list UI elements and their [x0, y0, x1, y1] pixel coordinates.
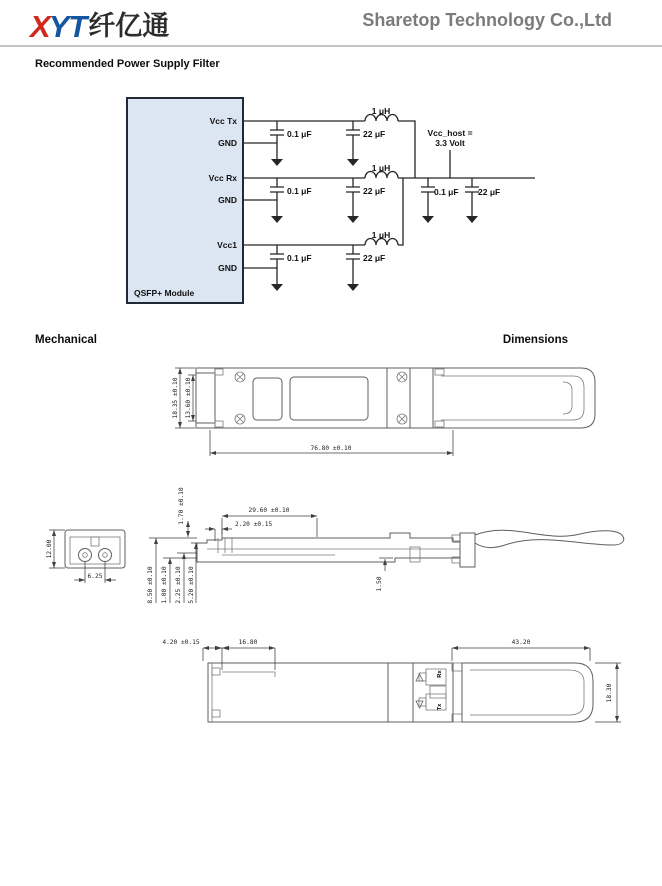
- top-view-dim-lines: [175, 368, 453, 456]
- dim-top-inner-width: 13.60 ±0.10: [185, 377, 192, 419]
- pin-vcc1: Vcc1: [217, 240, 237, 250]
- dim-side-29: 29.60 ±0.10: [248, 507, 290, 514]
- dim-side-8-5: 8.50 ±0.10: [147, 566, 154, 604]
- inductor-label: 1 μH: [371, 230, 391, 240]
- host-cap-label: 0.1 μF: [434, 187, 459, 197]
- side-view-drawing: [35, 485, 645, 625]
- dimensions-title: Dimensions: [502, 334, 568, 346]
- side-view-dim-lines: [149, 516, 393, 603]
- dim-side-5-2: 5.20 ±0.10: [188, 566, 195, 604]
- capacitor: [346, 178, 360, 216]
- cap-label: 22 μF: [363, 253, 386, 263]
- pin-gnd-1: GND: [218, 138, 237, 148]
- dim-top-length: 76.80 ±0.10: [310, 445, 352, 452]
- dim-front-height: 12.00: [46, 539, 53, 559]
- inductor-label: 1 μH: [371, 163, 391, 173]
- capacitor: [270, 178, 284, 216]
- cap-label: 0.1 μF: [287, 129, 312, 139]
- pin-gnd-3: GND: [218, 263, 237, 273]
- power-filter-circuit: [120, 92, 540, 317]
- ground-symbols: [271, 159, 478, 291]
- dim-bottom-4-2: 4.20 ±0.15: [162, 639, 200, 646]
- module-label: QSFP+ Module: [134, 288, 195, 298]
- host-cap-label: 22 μF: [478, 187, 501, 197]
- rx-port-label: Rx: [437, 670, 443, 678]
- triangle-up-icon: [416, 674, 423, 681]
- pin-vcc-rx: Vcc Rx: [208, 173, 237, 183]
- filter-section-title: Recommended Power Supply Filter: [35, 58, 220, 70]
- pin-gnd-2: GND: [218, 195, 237, 205]
- cap-label: 0.1 μF: [287, 186, 312, 196]
- capacitor: [465, 178, 479, 216]
- logo-yt: YT: [48, 9, 87, 44]
- dim-side-1-7: 1.70 ±0.10: [178, 487, 185, 525]
- dim-side-2-25: 2.25 ±0.10: [175, 566, 182, 604]
- dim-top-width: 18.35 ±0.10: [172, 377, 179, 419]
- dim-bottom-width: 18.30: [606, 683, 613, 703]
- screw-icon: [235, 372, 407, 424]
- top-view-drawing: [165, 356, 615, 464]
- logo-chinese: 纤亿通: [88, 11, 170, 41]
- cap-label: 22 μF: [363, 129, 386, 139]
- capacitor: [270, 245, 284, 284]
- bottom-view-dim-lines: [203, 646, 621, 722]
- side-profile-outline: [197, 530, 624, 567]
- bottom-view-drawing: [150, 628, 640, 743]
- dim-bottom-16-8: 16.80: [238, 639, 258, 646]
- capacitor: [346, 245, 360, 284]
- vcc-host-label-line2: 3.3 Volt: [435, 138, 465, 148]
- bottom-view-outline: [208, 663, 593, 722]
- pin-vcc-tx: Vcc Tx: [209, 116, 237, 126]
- vcc-host-label-line1: Vcc_host =: [427, 128, 473, 138]
- dim-side-2-2: 2.20 ±0.15: [235, 521, 273, 528]
- dim-front-pitch: 6.25: [87, 573, 103, 580]
- capacitor: [421, 178, 435, 216]
- capacitor: [270, 121, 284, 159]
- front-view-dim-lines: [49, 530, 116, 583]
- dim-side-1-0: 1.00 ±0.10: [161, 566, 168, 604]
- triangle-down-icon: [416, 701, 423, 708]
- top-view-outline: [196, 368, 595, 428]
- dim-side-1-5: 1.50: [376, 576, 383, 592]
- cap-label: 0.1 μF: [287, 253, 312, 263]
- front-view-outline: [65, 530, 125, 568]
- company-logo: [30, 6, 169, 45]
- capacitor: [346, 121, 360, 159]
- dim-bottom-43-2: 43.20: [511, 639, 531, 646]
- cap-label: 22 μF: [363, 186, 386, 196]
- mechanical-title: Mechanical: [35, 334, 97, 346]
- inductor-label: 1 μH: [371, 106, 391, 116]
- page-header: [0, 0, 662, 47]
- logo-x: X: [30, 9, 49, 44]
- tx-port-label: Tx: [437, 703, 443, 711]
- company-name: Sharetop Technology Co.,Ltd: [362, 10, 612, 30]
